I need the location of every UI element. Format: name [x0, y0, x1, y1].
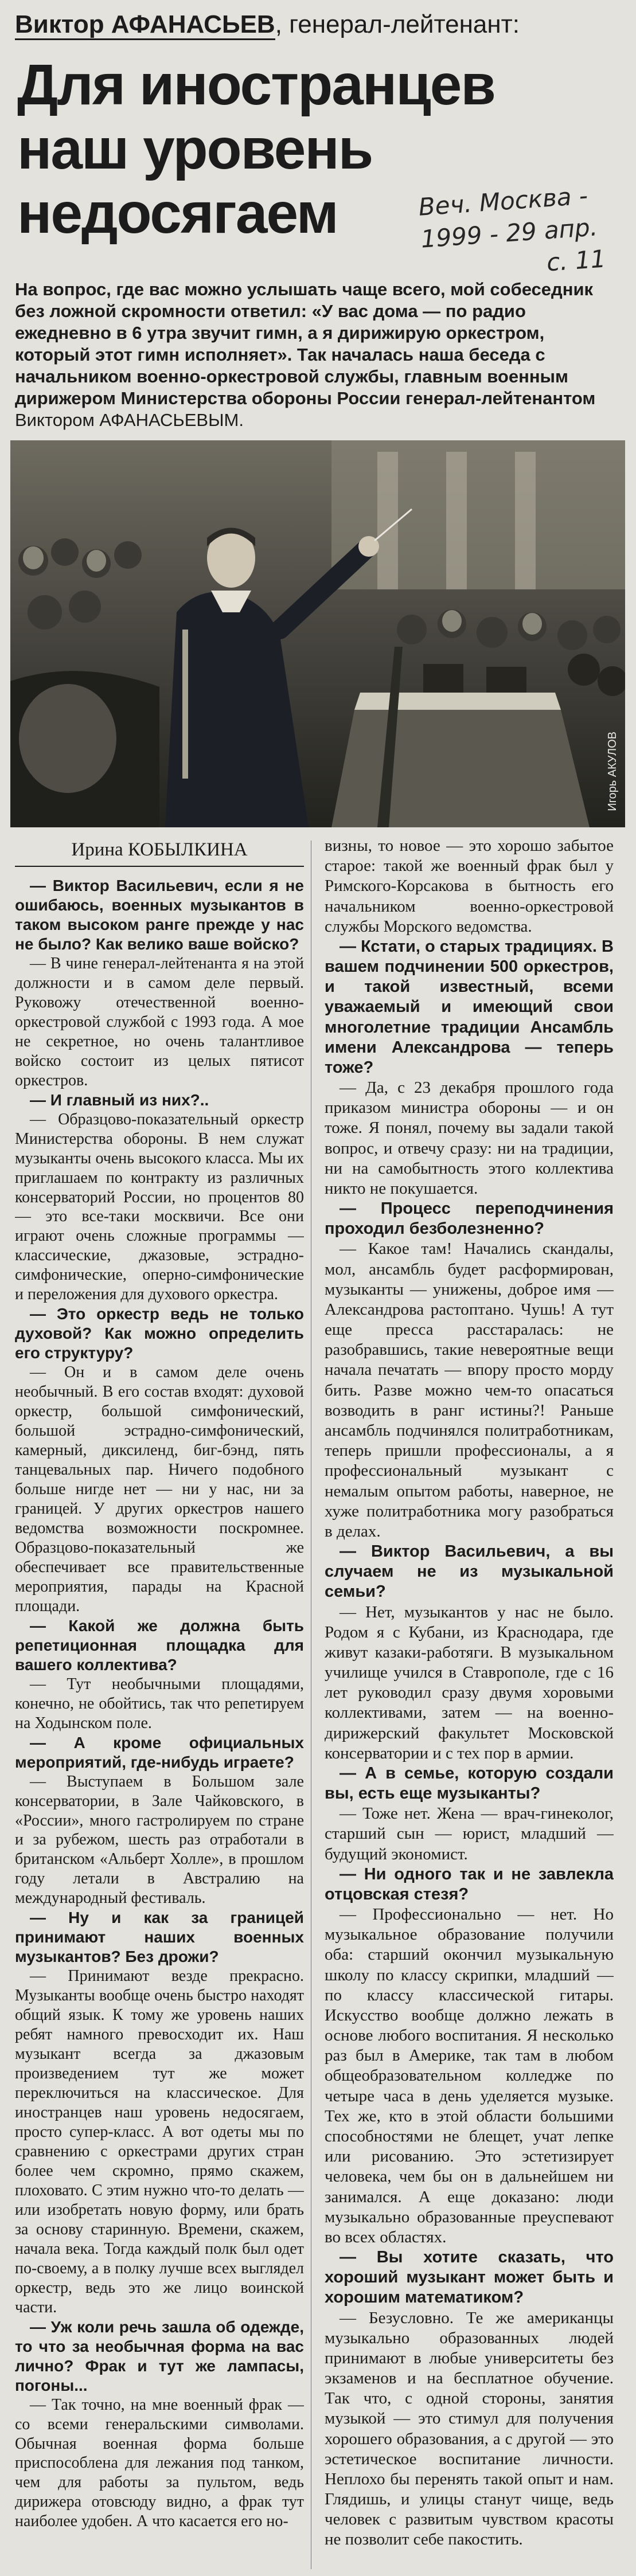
interview-question: — А кроме официальных мероприятий, где-нибудь играете? — [15, 1733, 304, 1771]
interview-answer: — Тоже нет. Жена — врач-гинеколог, старший сын — юрист, младший — будущий экономист. — [325, 1804, 614, 1863]
article-column-left — [15, 836, 304, 2570]
interview-answer: визны, то новое — это хорошо забытое старое: такой же военный фрак был у Римского-Корсакова в бытность его начальником военно-оркестровой службы Морского ведомства. — [325, 836, 614, 936]
interview-question: — Уж коли речь зашла об одежде, то что за необычная форма на вас лично? Фрак и тут же лампасы, погоны... — [15, 2317, 304, 2394]
conductor-photo-illustration — [10, 440, 625, 827]
interview-answer: — Выступаем в Большом зале консерватории, в Зале Чайковского, в «России», много гастролируем по стране и за рубежом, шесть раз отработали в британском «Альберт Холле», в прошлом году летали в Австралию на международный фестиваль. — [15, 1772, 304, 1907]
interview-question: — А в семье, которую создали вы, есть еще музыканты? — [325, 1764, 614, 1803]
interview-question: — И главный из них?.. — [30, 1090, 209, 1109]
interview-answer: — Нет, музыкантов у нас не было. Родом я с Кубани, из Краснодара, где живут казаки-работяги. В музыкальном училище учился в Ставрополе, где с 16 лет руководил сразу двумя хоровыми коллективами, затем — на военно-дирижерский факультет Московской консерватории и с тех пор в армии. — [325, 1602, 614, 1762]
interview-answer: — Он и в самом деле очень необычный. В его состав входят: духовой оркестр, большой симфонический, большой эстрадно-симфонический, камерный, диксиленд, биг-бэнд, пять танцевальных пар. Ничего подобного больше нигде нет — ни у нас, ни за границей. У других оркестров нашего ведомства возможности поскромнее. Образцово-показательный же обеспечивает все правительственные мероприятия, парады на Красной площади. — [15, 1363, 304, 1615]
interview-question: — Вы хотите сказать, что хороший музыкант может быть и хорошим математиком? — [325, 2248, 614, 2307]
article-author: Ирина КОБЫЛКИНА — [15, 836, 304, 867]
interview-answer: — В чине генерал-лейтенанта я на этой должности и в самом деле первый. Руковожу отечественной военно-оркестровой службой с 1993 года. А мое не секретное, но очень талантливое войско состоит из целых пятисот оркестров. — [15, 954, 304, 1089]
header-byline — [15, 8, 617, 41]
interview-question: — Кстати, о старых традициях. В вашем подчинении 500 оркестров, и такой известный, всеми уважаемый и имеющий свои многолетние традиции Ансамбль имени Александрова — теперь тоже? — [325, 937, 614, 1077]
interview-question: — Ни одного так и не завлекла отцовская стезя? — [325, 1864, 614, 1903]
header-author-name: Виктор АФАНАСЬЕВ — [15, 10, 275, 40]
conductor-photo — [10, 440, 625, 827]
lead-paragraph — [15, 279, 623, 431]
interview-answer: — Профессионально — нет. Но музыкальное образование получили оба: старший окончил музыкальную школу по классу скрипки, младший — по классу классической гитары. Искусство вообще должно лежать в основе любого воспитания. Я несколько раз был в Америке, так там в любом общеобразовательном колледже по четыре часа в день уделяется музыке. Тех же, кто в этой области большими способностями не блещет, учат лепке или рисованию. Это эстетизирует человека, чем бы он в дальнейшем ни занимался. А еще доказано: люди музыкально образованные преуспевают во всех областях. — [325, 1905, 614, 2246]
interview-question: — Виктор Васильевич, если я не ошибаюсь, военных музыкантов в таком высоком ранге прежде у нас не было? Как велико ваше войско? — [15, 877, 304, 953]
headline-line-2: наш уровень — [17, 117, 373, 181]
lead-text: На вопрос, где вас можно услышать чаще всего, мой собеседник без ложной скромности ответил: «У вас дома — по радио ежедневно в 6 утра звучит гимн, а я дирижирую оркестром, который этот гимн исполняет». Так началась наша беседа с начальником военно-оркестровой службы, главным военным дирижером Министерства обороны России генерал-лейтенантом — [15, 279, 596, 408]
note-line-2: 1999 - 29 апр. — [420, 213, 599, 253]
interview-question: — Ну и как за границей принимают наших военных музыкантов? Без дрожи? — [15, 1909, 304, 1966]
interview-answer: — Какое там! Начались скандалы, мол, ансамбль будет расформирован, музыканты — унижены, доброе имя — Александрова растоптано. Чушь! А тут еще пресса расстаралась: не разобравшись, такие невероятные вещи начала печатать — впору просто морду бить. Разве можно чем-то опасаться возводить в ранг истины?! Раньше ансамбль подчинялся политработникам, теперь пришли профессионалы, а я профессиональный музыкант с немалым опытом работы, наверное, не хуже политработника могу разобраться в делах. — [325, 1240, 614, 1541]
headline-line-3: недосягаем — [17, 181, 338, 245]
lead-interviewee-name: Виктором АФАНАСЬЕВЫМ. — [15, 410, 244, 430]
interview-answer: — Принимают везде прекрасно. Музыканты вообще очень быстро находят общий язык. К тому же уровень наших ребят намного превосходит их. Наш музыкант всегда за джазовым произведением тут же может переключиться на классическое. Для иностранцев наш уровень недосягаем, просто супер-класс. А вот одеты мы по сравнению с оркестрами других стран более чем скромно, прямо скажем, плоховато. С этим нужно что-то делать — или изобретать новую форму, или брать за основу старинную. Времени, скажем, начала века. Тогда каждый полк был одет по-своему, а в полку лучше всех выглядел оркестр, ведь это же лицо воинской части. — [15, 1967, 304, 2316]
photo-credit: Игорь АКУЛОВ — [606, 732, 619, 811]
note-line-3: с. 11 — [545, 244, 607, 277]
note-line-1: Веч. Москва - — [418, 181, 589, 221]
headline-line-1: Для иностранцев — [17, 53, 495, 117]
interview-question: — Это оркестр ведь не только духовой? Как можно определить его структуру? — [15, 1305, 304, 1362]
header-author-title: , генерал-лейтенант: — [275, 10, 520, 38]
interview-answer: — Да, с 23 декабря прошлого года приказом министра обороны — и он тоже. Я понял, почему вы задали такой вопрос, и отвечу сразу: ни на традиции, ни на самобытность этого коллектива никто не покушается. — [325, 1078, 614, 1198]
article-column-right — [325, 836, 614, 2570]
interview-question: — Виктор Васильевич, а вы случаем не из музыкальной семьи? — [325, 1542, 614, 1601]
interview-question: — Какой же должна быть репетиционная площадка для вашего коллектива? — [15, 1616, 304, 1674]
interview-answer: — Образцово-показательный оркестр Министерства обороны. В нем служат музыканты очень высокого класса. Мы их приглашаем по контракту из различных консерваторий России, но процентов 80 — это все-таки москвичи. Все они играют очень сложные программы — классические, джазовые, эстрадно-симфонические, оперно-симфонические и переложения для духового оркестра. — [15, 1110, 304, 1304]
interview-answer: — Безусловно. Те же американцы музыкально образованных людей принимают в любые университеты без экзаменов и на бесплатное обучение. Так что, с одной стороны, занятия музыкой — это стимул для получения хорошего образования, а с другой — это эстетическое воспитание личности. Неплохо бы перенять такой опыт и нам. Глядишь, и улицы станут чище, ведь человек с развитым чувством красоты не позволит себе пакостить. — [325, 2308, 614, 2549]
interview-answer: — Тут необычными площадями, конечно, не обойтись, так что репетируем на Ходынском поле. — [15, 1675, 304, 1732]
handwritten-source-note — [418, 178, 619, 287]
interview-answer: — Так точно, на мне военный фрак — со всеми генеральскими символами. Обычная военная форма больше приспособлена для лежания под танком, чем для работы за пультом, ведь дирижера отовсюду видно, а фрак тут наиболее удобен. А что касается его но- — [15, 2395, 304, 2531]
interview-question: — Процесс переподчинения проходил безболезненно? — [325, 1199, 614, 1238]
